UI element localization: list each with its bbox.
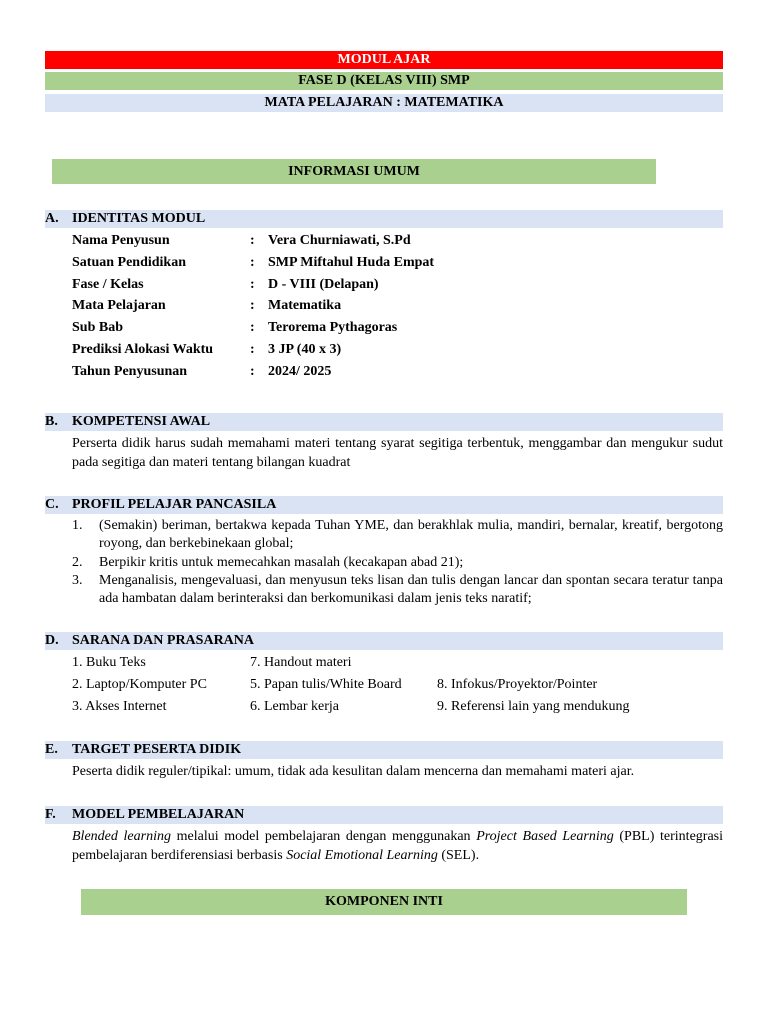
identity-separator: : (250, 320, 255, 335)
list-text: Menganalisis, mengevaluasi, dan menyusun teks lisan dan tulis dengan lancar dan spontan secara teratur tanpa ada hambatan dalam berinteraksi dan berkomunikasi dalam jenis teks naratif; (99, 573, 723, 606)
identity-separator: : (250, 255, 255, 270)
section-letter: D. (45, 633, 59, 648)
module-title-bar (45, 51, 723, 69)
identity-value: 2024/ 2025 (268, 364, 332, 379)
identity-value: D - VIII (Delapan) (268, 277, 379, 292)
section-title: MODEL PEMBELAJARAN (72, 807, 245, 822)
general-info-heading (52, 159, 656, 184)
section-profil (45, 496, 723, 514)
section-identitas (45, 210, 723, 228)
section-title: PROFIL PELAJAR PANCASILA (72, 497, 277, 512)
section-title: IDENTITAS MODUL (72, 211, 206, 226)
facility-item: 2. Laptop/Komputer PC (72, 677, 207, 692)
identity-label: Satuan Pendidikan (72, 255, 186, 270)
module-title: MODUL AJAR (337, 52, 431, 67)
facility-item: 5. Papan tulis/White Board (250, 677, 402, 692)
model-term: Social Emotional Learning (286, 848, 438, 863)
identity-label: Nama Penyusun (72, 233, 170, 248)
identity-value: SMP Miftahul Huda Empat (268, 255, 435, 270)
identity-label: Prediksi Alokasi Waktu (72, 342, 214, 357)
kompetensi-text: Perserta didik harus sudah memahami materi tentang syarat segitiga terbentuk, menggambar dan mengukur sudut pada segitiga dan materi tentang bilangan kuadrat (72, 436, 723, 470)
section-model (45, 806, 723, 824)
model-text (72, 827, 723, 865)
general-info-title: INFORMASI UMUM (288, 164, 420, 179)
list-number: 1. (72, 518, 83, 533)
subject-bar (45, 94, 723, 112)
list-number: 3. (72, 573, 83, 588)
section-letter: A. (45, 211, 59, 226)
facility-column-3 (437, 674, 629, 718)
identity-value: Vera Churniawati, S.Pd (268, 233, 411, 248)
facility-column-2 (250, 652, 402, 718)
identity-separator: : (250, 277, 255, 292)
target-text: Peserta didik reguler/tipikal: umum, tidak ada kesulitan dalam mencerna dan memahami materi ajar. (72, 764, 635, 779)
identity-separator: : (250, 342, 255, 357)
section-letter: C. (45, 497, 59, 512)
facility-item: 7. Handout materi (250, 655, 352, 670)
section-title: KOMPETENSI AWAL (72, 414, 211, 429)
model-term: Blended learning (72, 829, 171, 844)
identity-value: 3 JP (40 x 3) (268, 342, 342, 357)
model-term: Project Based Learning (476, 829, 614, 844)
list-text: Berpikir kritis untuk memecahkan masalah (kecakapan abad 21); (99, 555, 464, 570)
facility-item: 3. Akses Internet (72, 699, 167, 714)
phase-title: FASE D (KELAS VIII) SMP (298, 73, 470, 88)
phase-bar (45, 72, 723, 90)
facility-column-1 (72, 652, 207, 718)
facility-item: 9. Referensi lain yang mendukung (437, 699, 630, 714)
section-title: SARANA DAN PRASARANA (72, 633, 255, 648)
core-component-heading (81, 889, 687, 915)
section-title: TARGET PESERTA DIDIK (72, 742, 242, 757)
facility-item: 8. Infokus/Proyektor/Pointer (437, 677, 598, 692)
model-text-part: (SEL). (437, 848, 480, 863)
identity-separator: : (250, 364, 255, 379)
subject-title: MATA PELAJARAN : MATEMATIKA (264, 95, 504, 110)
section-letter: F. (45, 807, 56, 822)
identity-label: Sub Bab (72, 320, 123, 335)
core-component-title: KOMPONEN INTI (325, 894, 443, 909)
section-letter: B. (45, 414, 58, 429)
section-kompetensi (45, 413, 723, 431)
facility-item: 6. Lembar kerja (250, 699, 340, 714)
identity-label: Tahun Penyusunan (72, 364, 188, 379)
section-target (45, 741, 723, 759)
identity-label: Fase / Kelas (72, 277, 144, 292)
model-text-part: (PBL) terintegrasi pembelajaran berdiferensiasi berbasis (72, 829, 723, 863)
identity-value: Terorema Pythagoras (268, 320, 398, 335)
list-text: (Semakin) beriman, bertakwa kepada Tuhan YME, dan berakhlak mulia, mandiri, bernalar, kreatif, bergotong royong, dan berkebinekaan global; (99, 518, 723, 551)
model-text-part: melalui model pembelajaran dengan menggunakan (170, 829, 477, 844)
section-sarana (45, 632, 723, 650)
identity-value: Matematika (268, 298, 342, 313)
list-number: 2. (72, 555, 83, 570)
identity-separator: : (250, 233, 255, 248)
facility-item: 1. Buku Teks (72, 655, 146, 670)
identity-separator: : (250, 298, 255, 313)
identity-label: Mata Pelajaran (72, 298, 166, 313)
section-letter: E. (45, 742, 58, 757)
